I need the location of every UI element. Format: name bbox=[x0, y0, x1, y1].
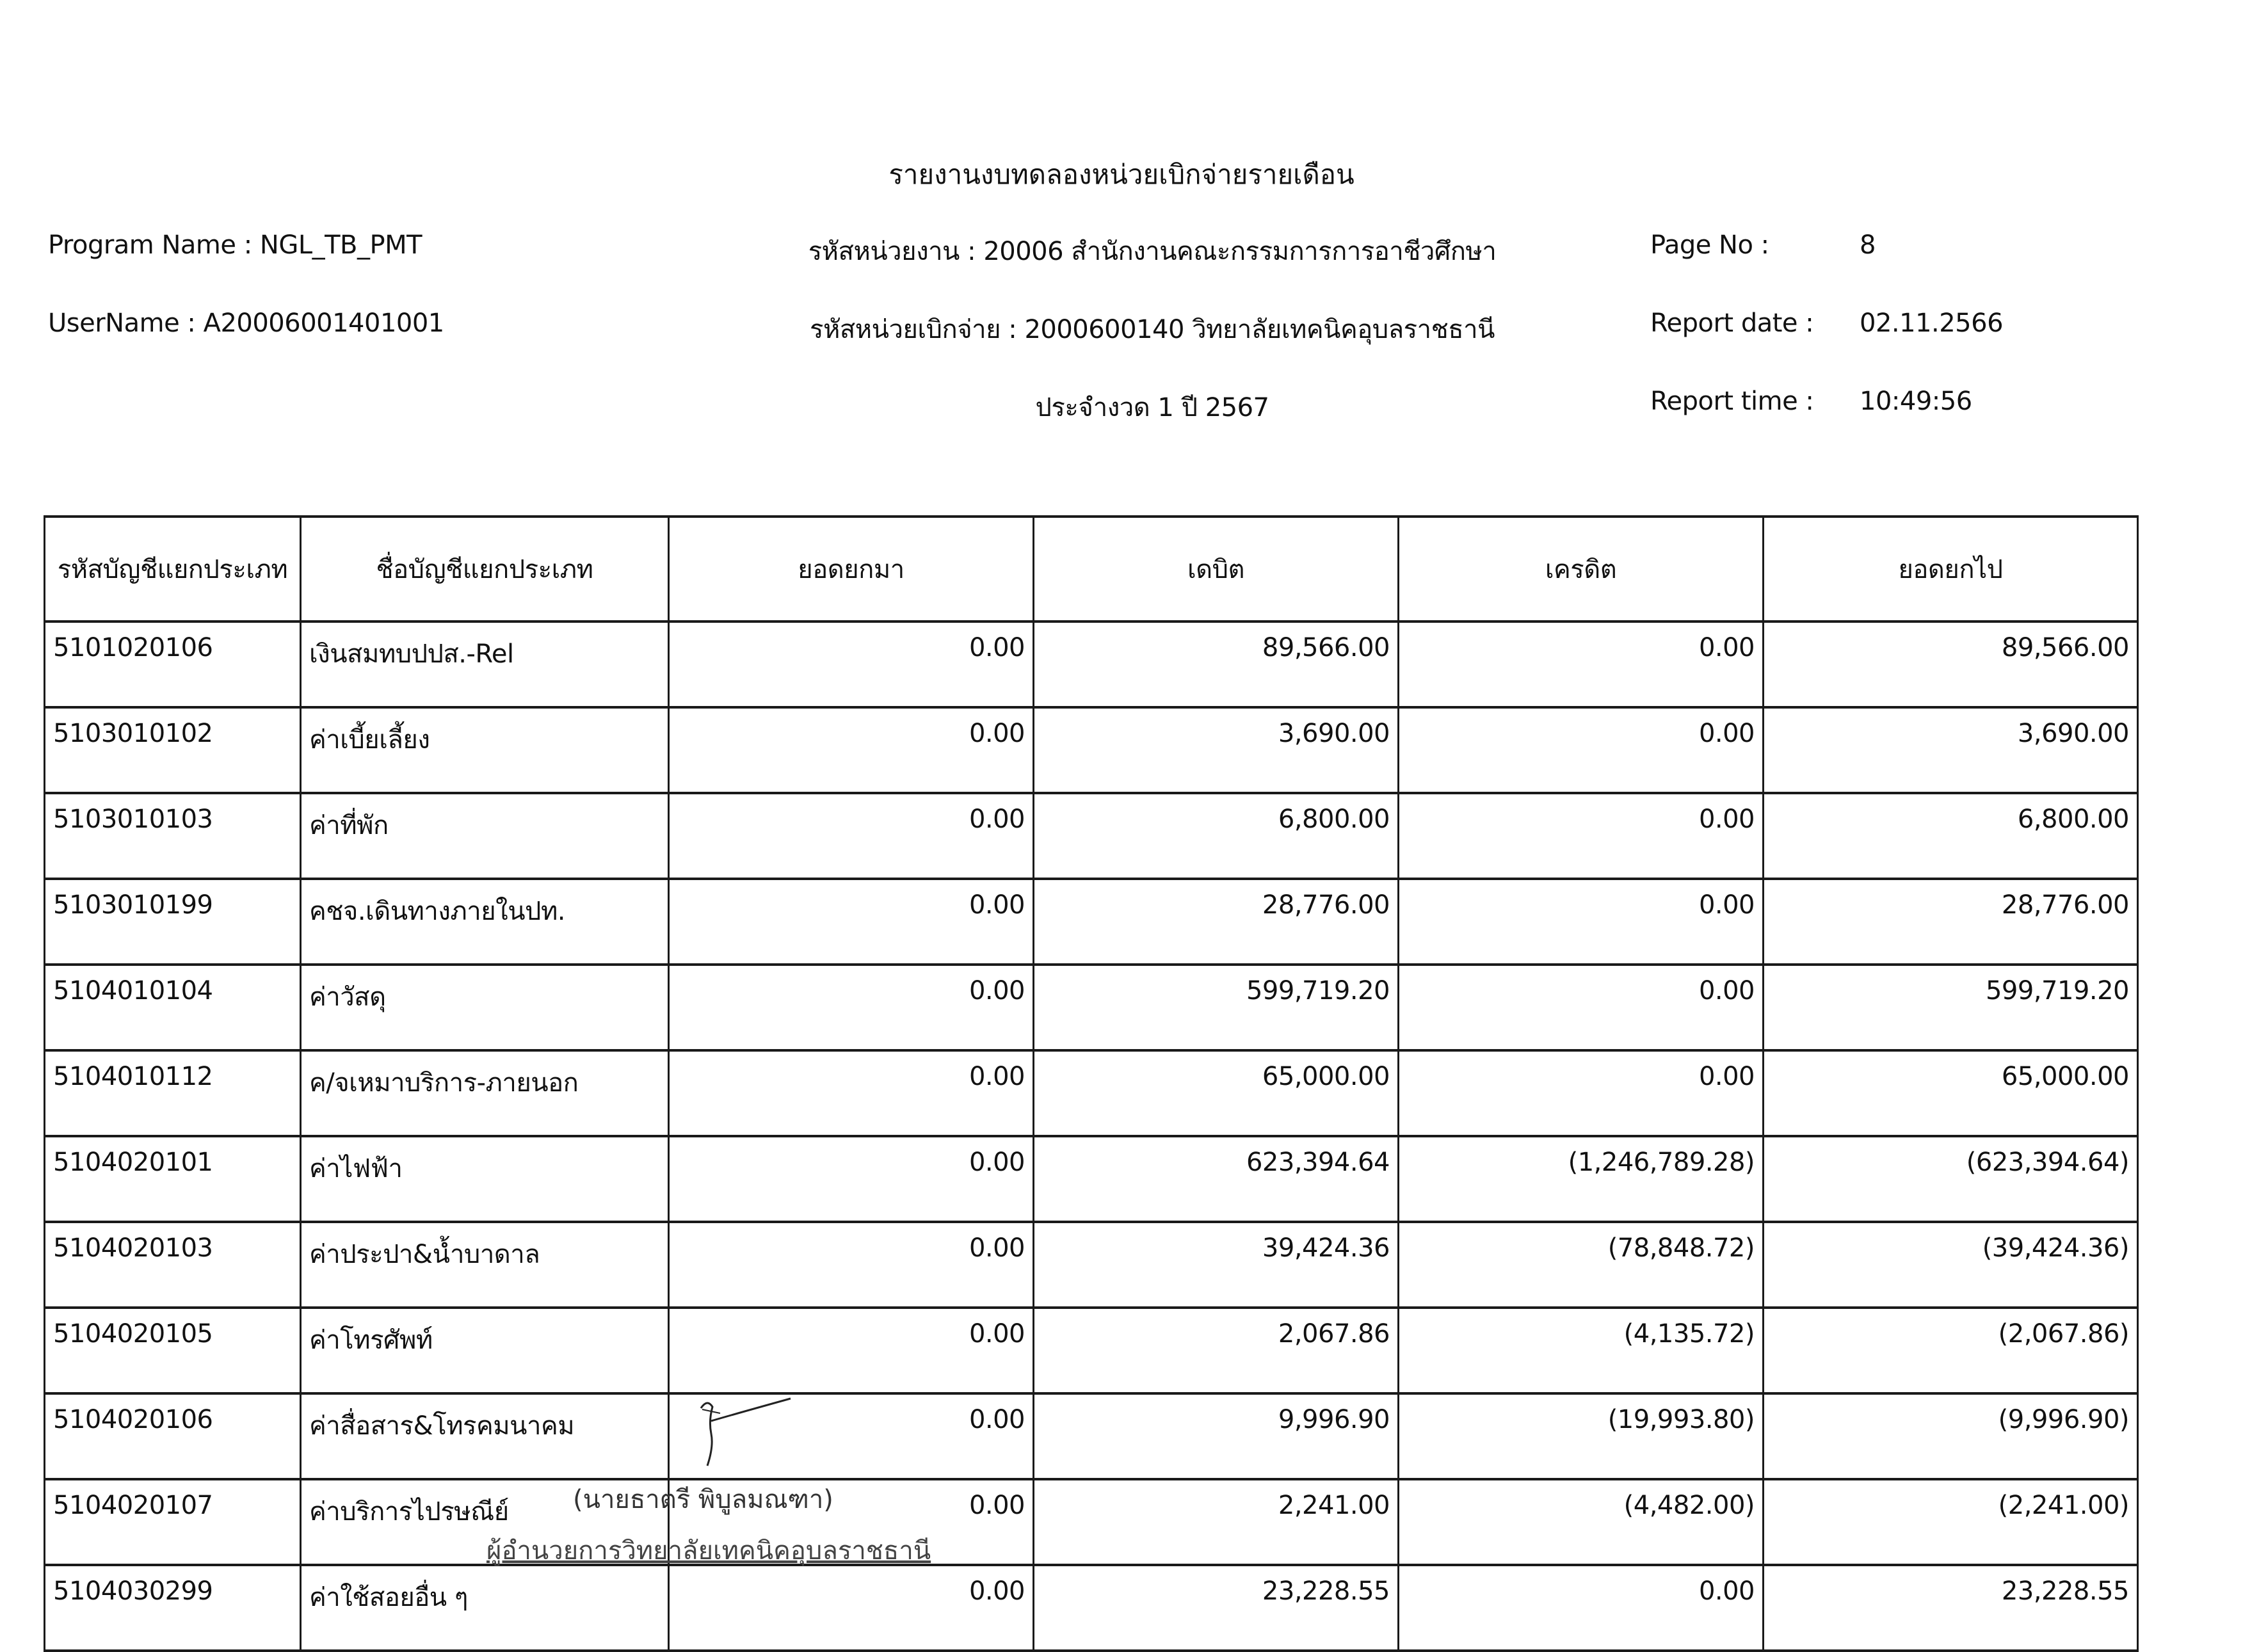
table-row bbox=[45, 1222, 2138, 1308]
carried-forward-cell: (39,424.36) bbox=[1764, 1222, 2138, 1308]
page-no-value: 8 bbox=[1860, 230, 1876, 260]
column-header-brought-forward: ยอดยกมา bbox=[669, 517, 1034, 622]
table-row bbox=[45, 793, 2138, 879]
account-name-cell: ค่าใช้สอยอื่น ๆ bbox=[301, 1565, 669, 1651]
table-row bbox=[45, 1308, 2138, 1393]
signer-name: (นายธาตรี พิบูลมณฑา) bbox=[573, 1485, 833, 1514]
credit-cell: 0.00 bbox=[1399, 793, 1764, 879]
credit-cell: 0.00 bbox=[1399, 965, 1764, 1050]
credit-cell: 0.00 bbox=[1399, 879, 1764, 965]
table-row bbox=[45, 622, 2138, 707]
account-name-cell: ค่าที่พัก bbox=[301, 793, 669, 879]
account-code-cell: 5104020106 bbox=[45, 1393, 301, 1479]
disbursement-unit-value: 2000600140 วิทยาลัยเทคนิคอุบลราชธานี bbox=[1024, 315, 1495, 344]
column-header-carried-forward: ยอดยกไป bbox=[1764, 517, 2138, 622]
carried-forward-cell: 6,800.00 bbox=[1764, 793, 2138, 879]
account-name-cell: ค่าสื่อสาร&โทรคมนาคม bbox=[301, 1393, 669, 1479]
table-row bbox=[45, 965, 2138, 1050]
account-name-cell: ค่าประปา&น้ำบาดาล bbox=[301, 1222, 669, 1308]
account-code-cell: 5104020101 bbox=[45, 1136, 301, 1222]
debit-cell: 3,690.00 bbox=[1034, 707, 1399, 793]
account-code-cell: 5104020107 bbox=[45, 1479, 301, 1565]
account-code-cell: 5103010199 bbox=[45, 879, 301, 965]
report-date-label: Report date : bbox=[1650, 309, 1814, 338]
table-row bbox=[45, 1393, 2138, 1479]
account-name-cell: เงินสมทบปปส.-Rel bbox=[301, 622, 669, 707]
debit-cell: 9,996.90 bbox=[1034, 1393, 1399, 1479]
agency-line bbox=[704, 230, 1600, 271]
debit-cell: 39,424.36 bbox=[1034, 1222, 1399, 1308]
brought-forward-cell: 0.00 bbox=[669, 1479, 1034, 1565]
account-code-cell: 5104010112 bbox=[45, 1050, 301, 1136]
credit-cell: (1,246,789.28) bbox=[1399, 1136, 1764, 1222]
column-header-credit: เครดิต bbox=[1399, 517, 1764, 622]
brought-forward-cell: 0.00 bbox=[669, 622, 1034, 707]
agency-value: 20006 สำนักงานคณะกรรมการการอาชีวศึกษา bbox=[983, 237, 1497, 266]
debit-cell: 28,776.00 bbox=[1034, 879, 1399, 965]
brought-forward-cell: 0.00 bbox=[669, 1050, 1034, 1136]
report-time-label: Report time : bbox=[1650, 387, 1814, 416]
debit-cell: 623,394.64 bbox=[1034, 1136, 1399, 1222]
debit-cell: 23,228.55 bbox=[1034, 1565, 1399, 1651]
brought-forward-cell: 0.00 bbox=[669, 1136, 1034, 1222]
account-code-cell: 5103010103 bbox=[45, 793, 301, 879]
table-body bbox=[45, 622, 2138, 1651]
credit-cell: (78,848.72) bbox=[1399, 1222, 1764, 1308]
debit-cell: 599,719.20 bbox=[1034, 965, 1399, 1050]
account-name-cell: ค่าเบี้ยเลี้ยง bbox=[301, 707, 669, 793]
brought-forward-cell: 0.00 bbox=[669, 1565, 1034, 1651]
credit-cell: (19,993.80) bbox=[1399, 1393, 1764, 1479]
credit-cell: (4,135.72) bbox=[1399, 1308, 1764, 1393]
brought-forward-cell: 0.00 bbox=[669, 879, 1034, 965]
carried-forward-cell: 28,776.00 bbox=[1764, 879, 2138, 965]
table-row bbox=[45, 1136, 2138, 1222]
carried-forward-cell: (9,996.90) bbox=[1764, 1393, 2138, 1479]
account-name-cell: ค่าวัสดุ bbox=[301, 965, 669, 1050]
account-code-cell: 5104020103 bbox=[45, 1222, 301, 1308]
credit-cell: 0.00 bbox=[1399, 1050, 1764, 1136]
brought-forward-cell: 0.00 bbox=[669, 965, 1034, 1050]
carried-forward-cell: (2,241.00) bbox=[1764, 1479, 2138, 1565]
brought-forward-cell: 0.00 bbox=[669, 1308, 1034, 1393]
debit-cell: 89,566.00 bbox=[1034, 622, 1399, 707]
account-code-cell: 5104030299 bbox=[45, 1565, 301, 1651]
debit-cell: 2,241.00 bbox=[1034, 1479, 1399, 1565]
brought-forward-cell: 0.00 bbox=[669, 707, 1034, 793]
username-line bbox=[48, 309, 444, 338]
carried-forward-cell: 89,566.00 bbox=[1764, 622, 2138, 707]
account-code-cell: 5101020106 bbox=[45, 622, 301, 707]
table-header-row bbox=[45, 517, 2138, 622]
credit-cell: (4,482.00) bbox=[1399, 1479, 1764, 1565]
debit-cell: 6,800.00 bbox=[1034, 793, 1399, 879]
table-row bbox=[45, 707, 2138, 793]
account-code-cell: 5104020105 bbox=[45, 1308, 301, 1393]
program-name-value: NGL_TB_PMT bbox=[259, 230, 422, 260]
disbursement-unit-line bbox=[704, 309, 1600, 349]
username-value: A20006001401001 bbox=[203, 309, 444, 338]
period-line: ประจำงวด 1 ปี 2567 bbox=[1035, 393, 1269, 422]
carried-forward-cell: (2,067.86) bbox=[1764, 1308, 2138, 1393]
brought-forward-cell: 0.00 bbox=[669, 1393, 1034, 1479]
handwritten-signature-icon bbox=[695, 1395, 797, 1472]
table-row bbox=[45, 1479, 2138, 1565]
carried-forward-cell: 65,000.00 bbox=[1764, 1050, 2138, 1136]
signer-title: ผู้อำนวยการวิทยาลัยเทคนิคอุบลราชธานี bbox=[486, 1536, 931, 1566]
carried-forward-cell: (623,394.64) bbox=[1764, 1136, 2138, 1222]
credit-cell: 0.00 bbox=[1399, 622, 1764, 707]
program-name-line bbox=[48, 230, 422, 260]
disbursement-unit-label: รหัสหน่วยเบิกจ่าย : bbox=[810, 315, 1017, 344]
agency-label: รหัสหน่วยงาน : bbox=[808, 237, 976, 266]
trial-balance-table bbox=[44, 515, 2139, 1652]
account-code-cell: 5103010102 bbox=[45, 707, 301, 793]
column-header-debit: เดบิต bbox=[1034, 517, 1399, 622]
credit-cell: 0.00 bbox=[1399, 707, 1764, 793]
table-row bbox=[45, 1050, 2138, 1136]
account-name-cell: ค่าบริการไปรษณีย์ bbox=[301, 1479, 669, 1565]
brought-forward-cell: 0.00 bbox=[669, 1222, 1034, 1308]
table-row bbox=[45, 879, 2138, 965]
column-header-account-name: ชื่อบัญชีแยกประเภท bbox=[301, 517, 669, 622]
column-header-account-code: รหัสบัญชีแยกประเภท bbox=[45, 517, 301, 622]
program-name-label: Program Name : bbox=[48, 230, 252, 260]
page-no-label: Page No : bbox=[1650, 230, 1769, 260]
account-name-cell: ค่าโทรศัพท์ bbox=[301, 1308, 669, 1393]
carried-forward-cell: 599,719.20 bbox=[1764, 965, 2138, 1050]
report-date-value: 02.11.2566 bbox=[1860, 309, 2004, 338]
username-label: UserName : bbox=[48, 309, 196, 338]
account-code-cell: 5104010104 bbox=[45, 965, 301, 1050]
table-row bbox=[45, 1565, 2138, 1651]
credit-cell: 0.00 bbox=[1399, 1565, 1764, 1651]
carried-forward-cell: 3,690.00 bbox=[1764, 707, 2138, 793]
report-time-value: 10:49:56 bbox=[1860, 387, 1972, 416]
brought-forward-cell: 0.00 bbox=[669, 793, 1034, 879]
account-name-cell: ค่าไฟฟ้า bbox=[301, 1136, 669, 1222]
account-name-cell: คชจ.เดินทางภายในปท. bbox=[301, 879, 669, 965]
debit-cell: 65,000.00 bbox=[1034, 1050, 1399, 1136]
account-name-cell: ค/จเหมาบริการ-ภายนอก bbox=[301, 1050, 669, 1136]
carried-forward-cell: 23,228.55 bbox=[1764, 1565, 2138, 1651]
report-title: รายงานงบทดลองหน่วยเบิกจ่ายรายเดือน bbox=[888, 159, 1355, 190]
debit-cell: 2,067.86 bbox=[1034, 1308, 1399, 1393]
